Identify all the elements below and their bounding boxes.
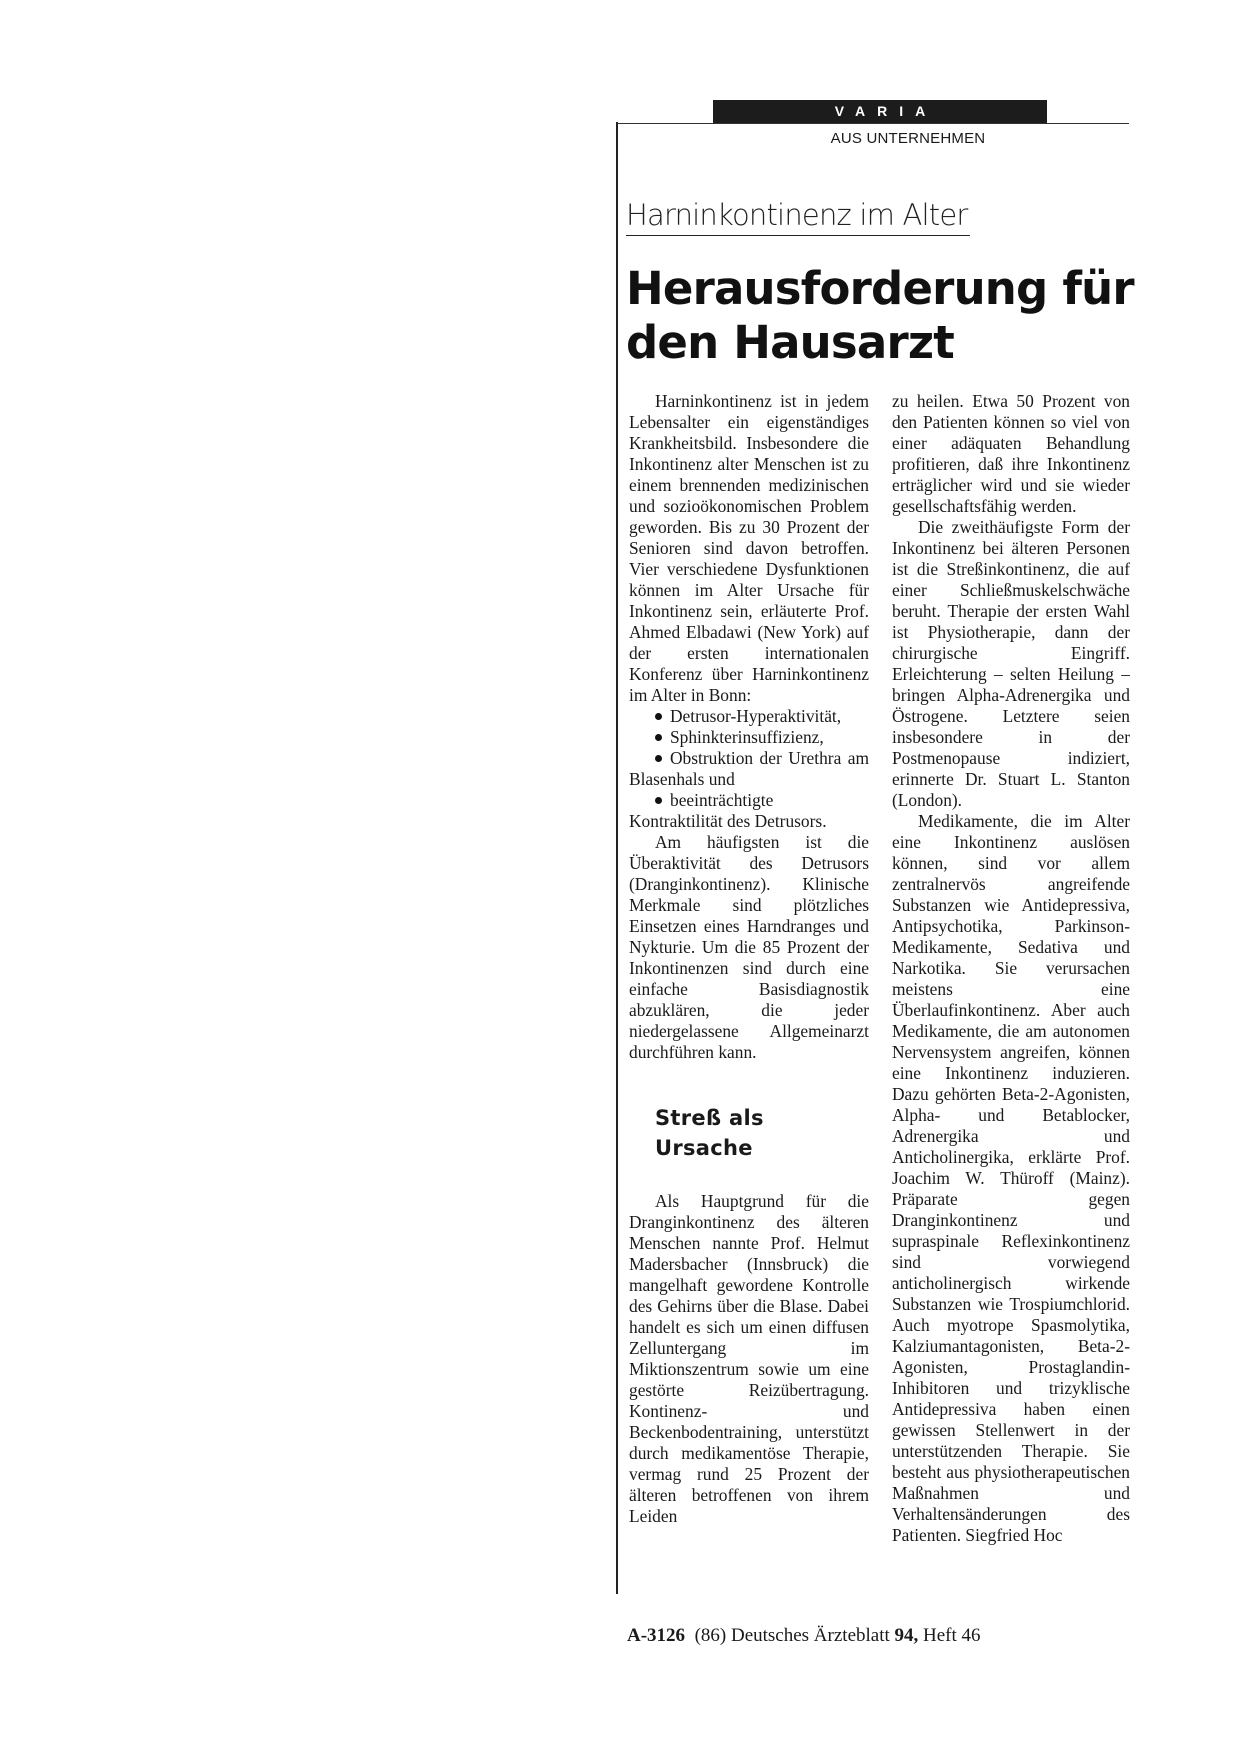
section-divider (617, 123, 1129, 124)
paragraph: Die zweithäufigste Form der Inkontinenz bei älteren Personen ist die Streßinkontinenz, die auf einer Schließmuskelschwäche beruht. Therapie der ersten Wahl ist Physiotherapie, dann der chirurgische Eingriff. Erleichterung – selten Heilung – bringen Alpha-Adrenergika und Östrogene. Letztere seien insbesondere in der Postmenopause indiziert, erinnerte Dr. Stuart L. Stanton (London). (892, 517, 1130, 810)
list-item: Detrusor-Hyperaktivität, (629, 706, 869, 727)
list-item: beeinträchtigte Kontraktilität des Detrusors. (629, 790, 827, 831)
list-item: Sphinkterinsuffizienz, (629, 727, 869, 748)
article-kicker: Harninkontinenz im Alter (626, 198, 970, 236)
paragraph: Medikamente, die im Alter eine Inkontinenz auslösen können, sind vor allem zentralnervös angreifende Substanzen wie Antidepressiva, Antipsychotika, Parkinson-Medikamente, Sedativa und Narkotika. Sie verursachen meistens eine Überlaufinkontinenz. Aber auch Medikamente, die am autonomen Nervensystem angreifen, können eine Inkontinenz induzieren. Dazu gehörten Beta-2-Agonisten, Alpha- und Betablocker, Adrenergika und Anticholinergika, erklärte Prof. Joachim W. Thüroff (Mainz). Präparate gegen Dranginkontinenz und supraspinale Reflexinkontinenz sind vorwiegend anticholinergisch wirkende Substanzen wie Trospiumchlorid. Auch myotrope Spasmolytika, Kalziumantagonisten, Beta-2-Agonisten, Prostaglandin-Inhibitoren und trizyklische Antidepressiva haben einen gewissen Stellenwert in der unterstützenden Therapie. Sie besteht aus physiotherapeutischen Maßnahmen und Verhaltensänderungen des Patienten. Siegfried Hoc (892, 811, 1130, 1545)
paragraph: zu heilen. Etwa 50 Prozent von den Patienten können so viel von einer adäquaten Behandlung profitieren, daß ihre Inkontinenz erträglicher wird und sie wieder gesellschaftsfähig werden. (892, 391, 1130, 516)
bullet-icon (655, 755, 662, 762)
page-number: A-3126 (627, 1625, 686, 1646)
bullet-icon (655, 713, 662, 720)
article-column-1 (629, 391, 869, 1527)
dysfunction-list (629, 706, 869, 832)
paragraph: Am häufigsten ist die Überaktivität des Detrusors (Dranginkontinenz). Klinische Merkmale sind plötzliches Einsetzen eines Harndranges und Nykturie. Um die 85 Prozent der Inkontinenzen sind durch eine einfache Basisdiagnostik abzuklären, die jeder niedergelassene Allgemeinarzt durchführen kann. (629, 832, 869, 1062)
subheading: Streß als Ursache (655, 1106, 764, 1160)
column-rule (616, 122, 618, 1594)
journal-name: Deutsches Ärzteblatt (730, 1625, 890, 1646)
issue-number: Heft 46 (923, 1625, 981, 1646)
paragraph-intro: Harninkontinenz ist in jedem Lebensalter ein eigenständiges Krankheitsbild. Insbesondere die Inkontinenz alter Menschen ist zu einem brennenden medizinischen und sozioökonomischen Problem geworden. Bis zu 30 Prozent der Senioren sind davon betroffen. Vier verschiedene Dysfunktionen können im Alter Ursache für Inkontinenz sein, erläuterte Prof. Ahmed Elbadawi (New York) auf der ersten internationalen Konferenz über Harninkontinenz im Alter in Bonn: (629, 391, 869, 705)
article-headline: Herausforderung für den Hausarzt (626, 262, 1134, 369)
bullet-icon (655, 734, 662, 741)
page-footer (627, 1625, 981, 1647)
bullet-icon (655, 797, 662, 804)
article-column-2 (892, 391, 1130, 1546)
paragraph: Als Hauptgrund für die Dranginkontinenz des älteren Menschen nannte Prof. Helmut Madersbacher (Innsbruck) die mangelhaft gewordene Kontrolle des Gehirns über die Blase. Dabei handelt es sich um einen diffusen Zelluntergang im Miktionszentrum sowie um eine gestörte Reizübertragung. Kontinenz- und Beckenbodentraining, unterstützt durch medikamentöse Therapie, vermag rund 25 Prozent der älteren betroffenen von ihrem Leiden (629, 1191, 869, 1526)
author-signature: Siegfried Hoc (965, 1525, 1063, 1545)
page-number-alt: (86) (694, 1625, 727, 1646)
section-label: VARIA (713, 100, 1047, 123)
list-item: Obstruktion der Urethra am Blasenhals und (629, 748, 869, 789)
subsection-label: AUS UNTERNEHMEN (830, 130, 986, 147)
section-header (617, 100, 1129, 147)
volume-number: 94, (894, 1625, 919, 1646)
